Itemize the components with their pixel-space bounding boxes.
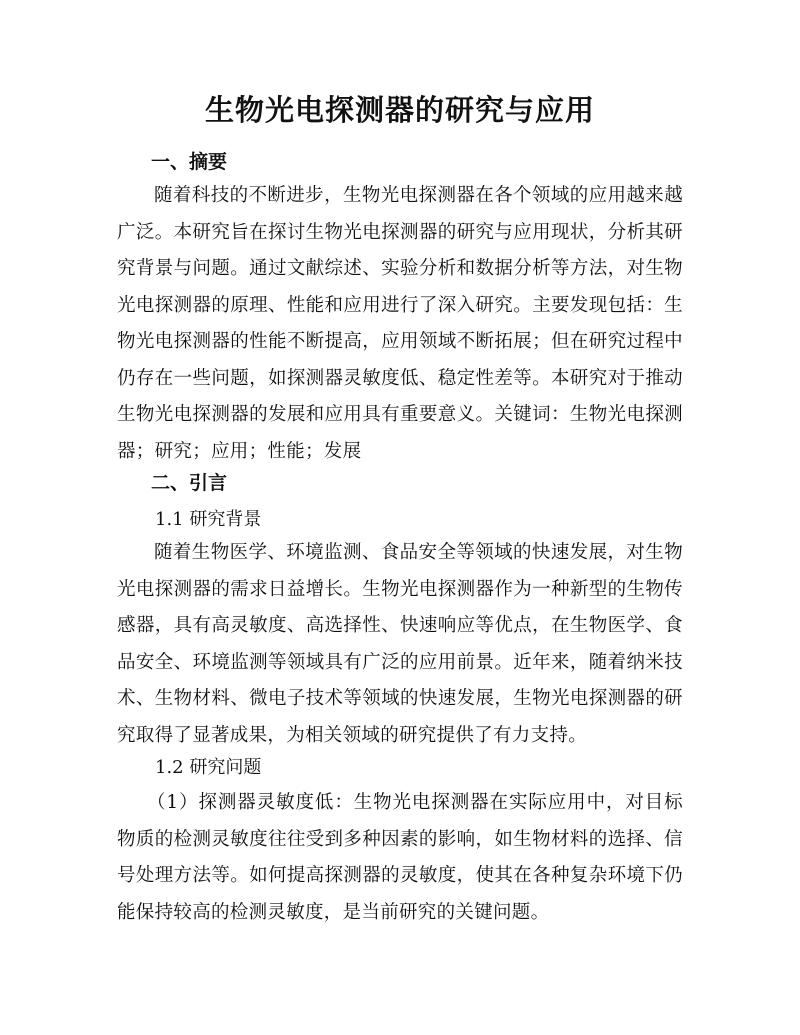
problems-paragraph: （1）探测器灵敏度低：生物光电探测器在实际应用中，对目标物质的检测灵敏度往往受到多种因素的影响，如生物材料的选择、信号处理方法等。如何提高探测器的灵敏度，使其在各种复杂环境下仍能保持较高的检测灵敏度，是当前研究的关键问题。 [117,792,683,923]
section-heading-abstract: 一、摘要 [151,151,228,173]
background-paragraph: 随着生物医学、环境监测、食品安全等领域的快速发展，对生物光电探测器的需求日益增长。生物光电探测器作为一种新型的生物传感器，具有高灵敏度、高选择性、快速响应等优点，在生物医学、食品安全、环境监测等领域具有广泛的应用前景。近年来，随着纳米技术、生物材料、微电子技术等领域的快速发展，生物光电探测器的研究取得了显著成果，为相关领域的研究提供了有力支持。 [117,542,683,746]
section-heading-introduction: 二、引言 [151,472,228,494]
document-title: 生物光电探测器的研究与应用 [204,93,595,127]
subsection-heading-background: 1.1 研究背景 [155,509,262,530]
abstract-paragraph: 随着科技的不断进步，生物光电探测器在各个领域的应用越来越广泛。本研究旨在探讨生物光电探测器的研究与应用现状，分析其研究背景与问题。通过文献综述、实验分析和数据分析等方法，对生物光电探测器的原理、性能和应用进行了深入研究。主要发现包括：生物光电探测器的性能不断提高，应用领域不断拓展；但在研究过程中仍存在一些问题，如探测器灵敏度低、稳定性差等。本研究对于推动生物光电探测器的发展和应用具有重要意义。关键词：生物光电探测器；研究；应用；性能；发展 [117,185,683,462]
subsection-heading-problems: 1.2 研究问题 [155,757,262,778]
